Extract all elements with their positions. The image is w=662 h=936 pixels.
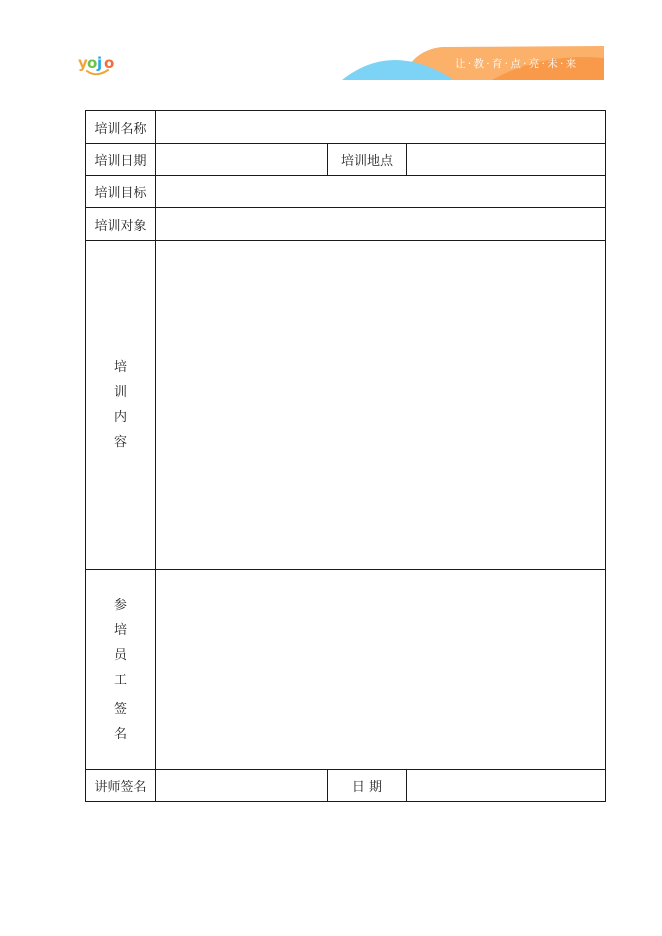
label-training-content: 培训内容: [113, 360, 127, 450]
field-lecturer-signature[interactable]: [156, 770, 328, 802]
row-training-goal: [86, 176, 606, 208]
logo-letter-y: y: [78, 54, 88, 72]
label-training-location: 培训地点: [328, 144, 407, 176]
row-training-date-location: [86, 144, 606, 176]
slogan: 让·教·育·点·亮·未·来: [455, 58, 579, 70]
label-lecturer-signature: 讲师签名: [86, 770, 156, 802]
row-attendee-signature: [86, 570, 606, 770]
label-training-content-cell: [86, 241, 156, 570]
field-training-audience[interactable]: [156, 208, 606, 241]
label-training-goal: 培训目标: [86, 176, 156, 208]
logo-letter-j: j: [97, 54, 103, 72]
field-attendee-signature[interactable]: [156, 570, 606, 770]
label-training-date: 培训日期: [86, 144, 156, 176]
label-date: 日 期: [328, 770, 407, 802]
logo-letter-o2: o: [104, 54, 115, 72]
label-attendee-signature-cell: [86, 570, 156, 770]
row-training-content: [86, 241, 606, 570]
label-attendee-signature-bottom: 签名: [113, 701, 127, 742]
field-training-location[interactable]: [407, 144, 606, 176]
label-training-name: 培训名称: [86, 111, 156, 144]
label-attendee-signature-top: 参培员工: [113, 597, 127, 688]
training-record-form: [85, 110, 606, 802]
label-training-audience: 培训对象: [86, 208, 156, 241]
field-training-goal[interactable]: [156, 176, 606, 208]
field-date[interactable]: [407, 770, 606, 802]
yojo-logo: [78, 50, 118, 78]
field-training-date[interactable]: [156, 144, 328, 176]
row-training-audience: [86, 208, 606, 241]
row-training-name: [86, 111, 606, 144]
field-training-content[interactable]: [156, 241, 606, 570]
field-training-name[interactable]: [156, 111, 606, 144]
row-lecturer-signature-date: [86, 770, 606, 802]
logo-letter-o: o: [87, 54, 98, 72]
